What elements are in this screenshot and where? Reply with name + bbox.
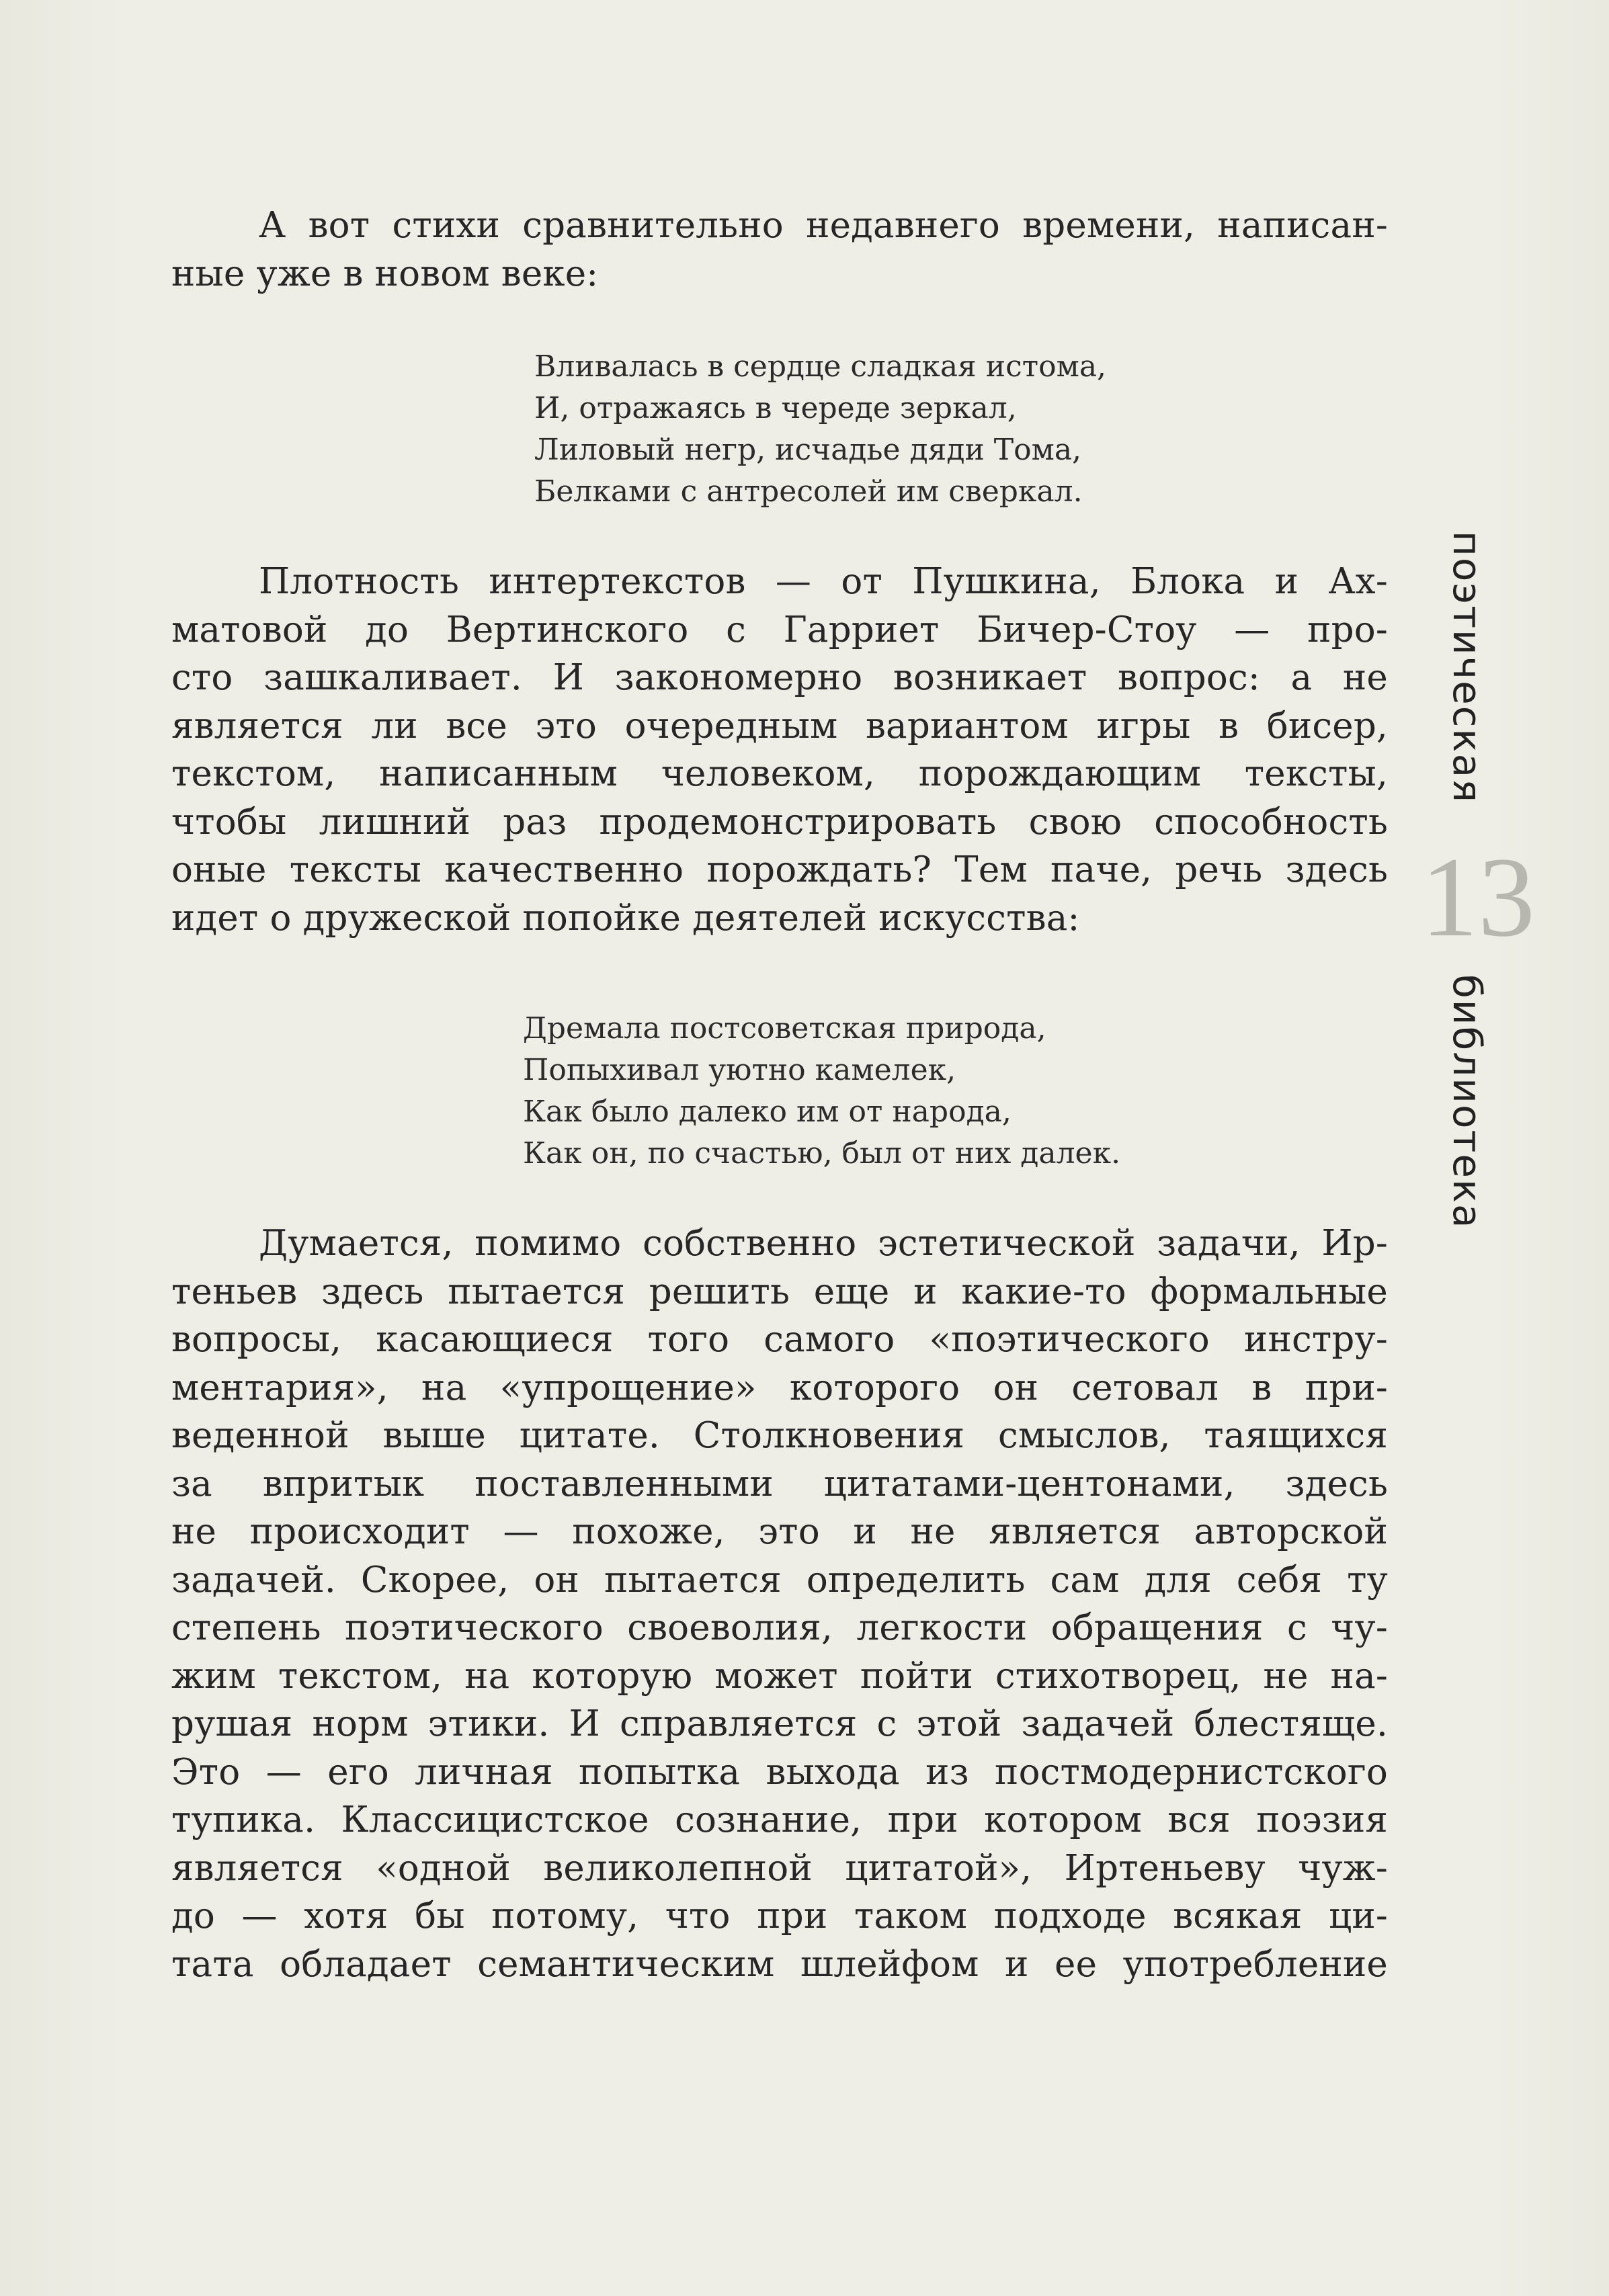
text-line: рушая норм этики. И справляется с этой задачей блестяще. xyxy=(171,1703,1388,1744)
paragraph-intertext-text xyxy=(171,558,1388,942)
verse-line: Как он, по счастью, был от них далек. xyxy=(523,1136,1121,1171)
text-line: за впритык поставленными цитатами-центонами, здесь xyxy=(171,1463,1388,1504)
text-line: Думается, помимо собственно эстетической задачи, Ир- xyxy=(259,1223,1388,1264)
verse-line: Вливалась в сердце сладкая истома, xyxy=(534,349,1107,384)
paragraph-analysis xyxy=(171,1220,1388,1988)
paragraph-intertext xyxy=(171,558,1388,942)
text-line: текстом, написанным человеком, порождающим тексты, xyxy=(171,753,1388,794)
text-line: является «одной великолепной цитатой», Иртеньеву чуж- xyxy=(171,1847,1388,1889)
text-line: не происходит — похоже, это и не является авторской xyxy=(171,1511,1388,1552)
series-sidebar xyxy=(1407,531,1549,1270)
verse-line: Как было далеко им от народа, xyxy=(523,1095,1012,1129)
text-line: является ли все это очередным вариантом игры в бисер, xyxy=(171,705,1388,747)
verse-line: Попыхивал уютно камелек, xyxy=(523,1053,956,1087)
text-line: веденной выше цитате. Столкновения смыслов, таящихся xyxy=(171,1415,1388,1456)
text-line: жим текстом, на которую может пойти стихотворец, не на- xyxy=(171,1655,1388,1697)
text-line: степень поэтического своеволия, легкости обращения с чу- xyxy=(171,1607,1388,1648)
text-line: Это — его личная попытка выхода из постмодернистского xyxy=(171,1751,1388,1793)
text-line: вопросы, касающиеся того самого «поэтического инстру- xyxy=(171,1319,1388,1360)
text-line: ментария», на «упрощение» которого он сетовал в при- xyxy=(171,1367,1388,1408)
paragraph-intro xyxy=(171,202,1388,298)
paragraph-intro-text xyxy=(171,202,1388,298)
verse-line: Белками с антресолей им сверкал. xyxy=(534,474,1083,509)
series-title-poetic: поэтическая xyxy=(1444,531,1490,804)
text-line: тупика. Классицистское сознание, при котором вся поэзия xyxy=(171,1799,1388,1840)
verse-quote-1 xyxy=(534,346,1106,513)
text-line: Плотность интертекстов — от Пушкина, Блока и Ах- xyxy=(259,561,1388,602)
verse-line: Дремала постсоветская природа, xyxy=(523,1011,1046,1046)
text-line: тата обладает семантическим шлейфом и ее употребление xyxy=(171,1943,1388,1985)
text-line: до — хотя бы потому, что при таком подходе всякая ци- xyxy=(171,1896,1388,1937)
text-line: матовой до Вертинского с Гарриет Бичер-Стоу — про- xyxy=(171,609,1388,650)
text-line: сто зашкаливает. И закономерно возникает вопрос: а не xyxy=(171,657,1388,698)
text-line: идет о дружеской попойке деятелей искусства: xyxy=(171,897,1080,939)
verse-quote-2 xyxy=(523,1008,1120,1175)
series-title-library: библиотека xyxy=(1444,974,1490,1230)
text-line: задачей. Скорее, он пытается определить сам для себя ту xyxy=(171,1559,1388,1601)
verse-line: И, отражаясь в череде зеркал, xyxy=(534,391,1017,425)
text-line: теньев здесь пытается решить еще и какие-то формальные xyxy=(171,1271,1388,1312)
text-line: оные тексты качественно порождать? Тем паче, речь здесь xyxy=(171,849,1388,890)
paragraph-analysis-text xyxy=(171,1220,1388,1988)
verse-line: Лиловый негр, исчадье дяди Тома, xyxy=(534,433,1082,467)
text-line: чтобы лишний раз продемонстрировать свою способность xyxy=(171,801,1388,843)
text-line: ные уже в новом веке: xyxy=(171,253,599,294)
series-volume-number: 13 xyxy=(1421,834,1535,960)
text-line: А вот стихи сравнительно недавнего времени, написан- xyxy=(259,205,1388,246)
